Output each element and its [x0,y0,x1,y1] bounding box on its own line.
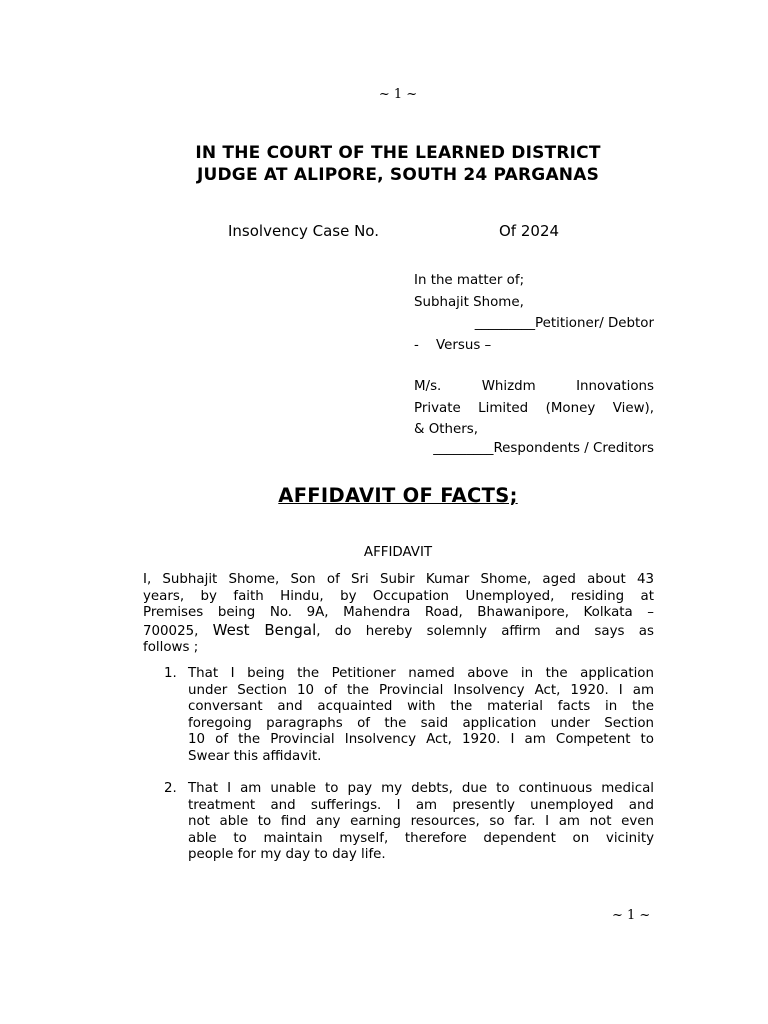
intro-line-mixed [143,622,654,641]
list-item-line: That I being the Petitioner named above in the application [188,666,654,681]
list-item-body [188,666,654,765]
respondent-line: Private Limited (Money View), [414,400,654,416]
versus-dash: - [414,338,419,353]
list-item-line: Swear this affidavit. [188,748,322,764]
petitioner-name: Subhajit Shome, [414,295,524,310]
matter-intro: In the matter of; [414,273,525,288]
affidavit-subheading: AFFIDAVIT [363,545,433,560]
affidavit-heading: AFFIDAVIT OF FACTS; [278,484,518,507]
respondent-block [414,376,654,441]
intro-line: Premises being No. 9A, Mahendra Road, Bhawanipore, Kolkata – [143,605,654,620]
court-title-line: IN THE COURT OF THE LEARNED DISTRICT [195,143,601,163]
petitioner-role: _________Petitioner/ Debtor [474,316,654,331]
versus-line [414,335,654,357]
intro-line: years, by faith Hindu, by Occupation Unemployed, residing at [143,588,654,604]
page-number-top: ~ 1 ~ [378,87,418,102]
list-item-line: not able to find any earning resources, so far. I am not even [188,814,654,829]
list-item-line: people for my day to day life. [188,847,386,862]
versus-text: Versus – [436,338,492,353]
list-item-line: foregoing paragraphs of the said application under Section [188,715,654,731]
list-item-line: able to maintain myself, therefore dependent on vicinity [188,830,654,846]
list-item-line: conversant and acquainted with the material facts in the [188,699,654,714]
intro-fragment: 700025, [143,623,199,639]
list-item-line: under Section 10 of the Provincial Insolvency Act, 1920. I am [188,682,654,698]
case-year: Of 2024 [499,222,560,240]
respondent-role: _________Respondents / Creditors [433,441,654,456]
respondent-line: M/s. Whizdm Innovations [414,379,654,394]
intro-line: I, Subhajit Shome, Son of Sri Subir Kumar Shome, aged about 43 [143,572,654,587]
case-number-label: Insolvency Case No. [228,222,379,240]
list-item-number: 1. [164,666,177,681]
list-item-line: 10 of the Provincial Insolvency Act, 1920. I am Competent to [188,732,654,747]
list-item-number: 2. [164,781,177,796]
list-item-body [188,781,654,864]
court-title-line: JUDGE AT ALIPORE, SOUTH 24 PARGANAS [196,165,600,185]
intro-line: follows ; [143,640,199,655]
list-item-line: That I am unable to pay my debts, due to continuous medical [188,781,654,796]
court-title [0,142,768,186]
list-item-line: treatment and sufferings. I am presently unemployed and [188,797,654,813]
intro-paragraph [143,572,654,657]
intro-fragment-state: West Bengal [212,620,317,639]
intro-fragment: , do hereby solemnly affirm and says as [316,623,654,639]
respondent-line: & Others, [414,422,478,437]
page-number-bottom: ~ 1 ~ [612,908,651,923]
